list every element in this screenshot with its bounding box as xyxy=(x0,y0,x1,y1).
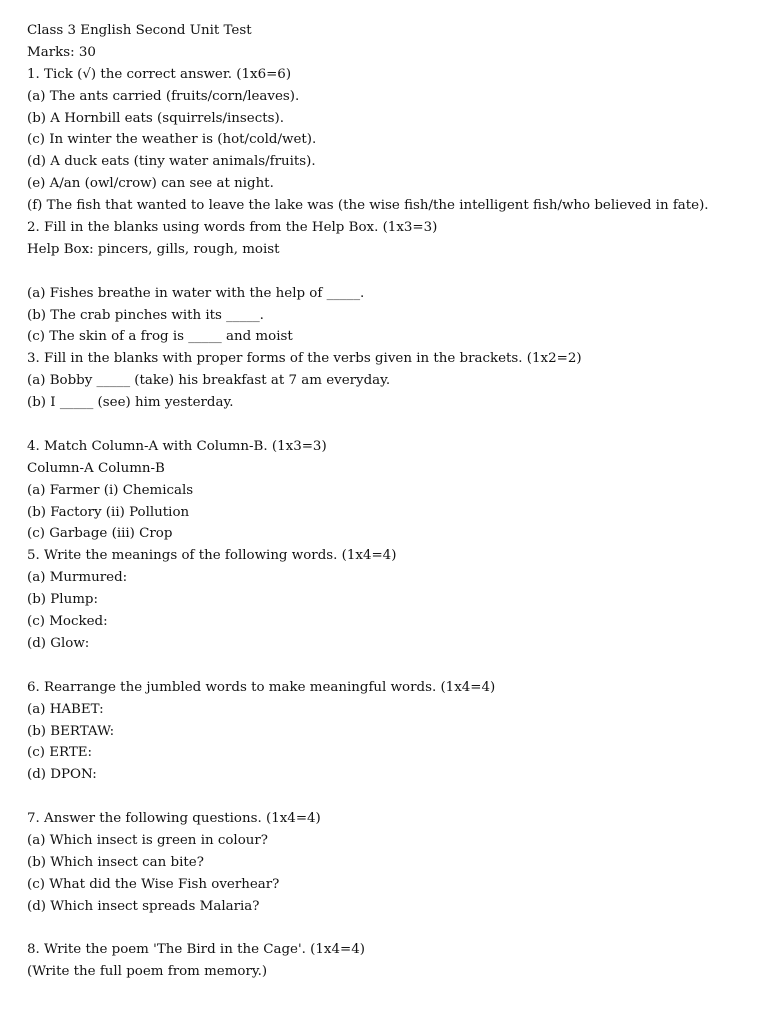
text-line: 4. Match Column-A with Column-B. (1x3=3) xyxy=(27,438,327,454)
text-line: (Write the full poem from memory.) xyxy=(27,964,268,980)
text-line: (c) ERTE: xyxy=(27,745,93,761)
text-line: (d) DPON: xyxy=(27,767,97,783)
text-line: (c) The skin of a frog is _____ and moist xyxy=(27,329,293,345)
text-line: (d) Which insect spreads Malaria? xyxy=(27,898,260,914)
blank-line xyxy=(27,414,747,436)
text-line: (a) Farmer (i) Chemicals xyxy=(27,482,194,498)
text-line: 7. Answer the following questions. (1x4=4) xyxy=(27,811,321,827)
text-line: (a) Fishes breathe in water with the help of _____. xyxy=(27,285,365,301)
text-line: (d) A duck eats (tiny water animals/fruits). xyxy=(27,154,316,170)
text-line: (a) HABET: xyxy=(27,701,104,717)
text-line: (b) Plump: xyxy=(27,592,98,608)
text-line: (e) A/an (owl/crow) can see at night. xyxy=(27,176,274,192)
text-line: (d) Glow: xyxy=(27,635,90,651)
text-line: 5. Write the meanings of the following words. (1x4=4) xyxy=(27,548,397,564)
text-line: (a) Bobby _____ (take) his breakfast at 7 am everyday. xyxy=(27,373,391,389)
text-line: (c) In winter the weather is (hot/cold/wet). xyxy=(27,132,317,148)
text-line: Help Box: pincers, gills, rough, moist xyxy=(27,241,280,257)
text-line: (b) The crab pinches with its _____. xyxy=(27,307,264,323)
text-line: 1. Tick (√) the correct answer. (1x6=6) xyxy=(27,66,292,82)
test-document xyxy=(27,20,747,983)
text-line: (c) What did the Wise Fish overhear? xyxy=(27,876,280,892)
text-line: (f) The fish that wanted to leave the lake was (the wise fish/the intelligent fish/who believed in fate). xyxy=(27,198,709,214)
blank-line xyxy=(27,261,747,283)
text-line: (a) The ants carried (fruits/corn/leaves). xyxy=(27,88,300,104)
text-line: (a) Which insect is green in colour? xyxy=(27,832,268,848)
text-line: (b) A Hornbill eats (squirrels/insects). xyxy=(27,110,284,126)
blank-line xyxy=(27,918,747,940)
text-line: (c) Mocked: xyxy=(27,614,108,630)
text-line: 8. Write the poem 'The Bird in the Cage'. (1x4=4) xyxy=(27,942,365,958)
text-line: (a) Murmured: xyxy=(27,570,128,586)
text-line: Marks: 30 xyxy=(27,44,96,60)
blank-line xyxy=(27,655,747,677)
text-line: 2. Fill in the blanks using words from the Help Box. (1x3=3) xyxy=(27,220,438,236)
text-line: Class 3 English Second Unit Test xyxy=(27,23,252,38)
text-line: 6. Rearrange the jumbled words to make meaningful words. (1x4=4) xyxy=(27,679,496,695)
text-line: (b) Which insect can bite? xyxy=(27,854,204,870)
text-line: (b) I _____ (see) him yesterday. xyxy=(27,395,234,411)
blank-line xyxy=(27,786,747,808)
text-line: (b) Factory (ii) Pollution xyxy=(27,504,190,520)
text-line: (c) Garbage (iii) Crop xyxy=(27,526,173,542)
text-line: (b) BERTAW: xyxy=(27,723,115,739)
text-line: 3. Fill in the blanks with proper forms of the verbs given in the brackets. (1x2=2) xyxy=(27,351,582,367)
text-line: Column-A Column-B xyxy=(27,460,165,476)
